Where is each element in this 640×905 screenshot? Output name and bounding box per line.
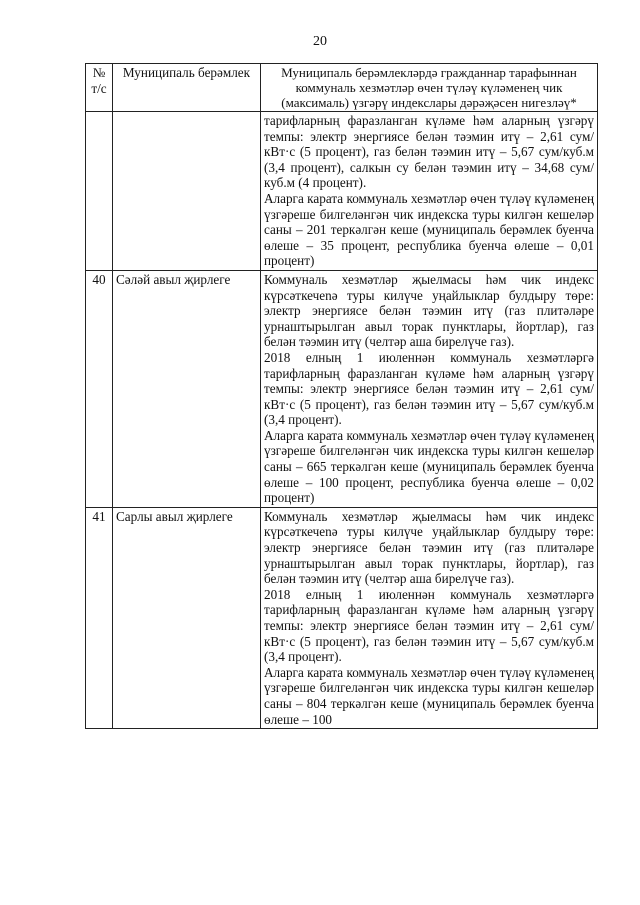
municipal-table bbox=[85, 63, 598, 729]
row-municipality bbox=[113, 112, 261, 271]
row-description bbox=[261, 507, 598, 728]
row-number: 40 bbox=[86, 270, 113, 507]
header-municipality: Муниципаль берәмлек bbox=[113, 64, 261, 112]
paragraph: 2018 елның 1 июленнән коммуналь хезмәтләргә тарифларның фаразланган күләме һәм аларның үзгәрү темпы: электр энергиясе белән тәэмин итү – 2,61 сум/кВт·с (5 процент), газ белән тәэмин итү – 5,67 сум/куб.м (3,4 процент). bbox=[264, 349, 594, 428]
row-municipality: Сәләй авыл җирлеге bbox=[113, 270, 261, 507]
header-justification: Муниципаль берәмлекләрдә гражданнар тарафыннан коммуналь хезмәтләр өчен түләү күләменең чик (максималь) үзгәрү индекслары дәрәҗәсен нигезләү* bbox=[261, 64, 598, 112]
paragraph: Аларга карата коммуналь хезмәтләр өчен түләү күләменең үзгәреше билгеләнгән чик индекска туры килгән кешеләр саны – 804 теркәлгән кеше (муниципаль берәмлек буенча өлеше – 100 bbox=[264, 664, 594, 727]
table-row bbox=[86, 507, 598, 728]
row-number: 41 bbox=[86, 507, 113, 728]
paragraph: 2018 елның 1 июленнән коммуналь хезмәтләргә тарифларның фаразланган күләме һәм аларның үзгәрү темпы: электр энергиясе белән тәэмин итү – 2,61 сум/кВт·с (5 процент), газ белән тәэмин итү – 5,67 сум/куб.м (3,4 процент). bbox=[264, 586, 594, 665]
paragraph: Аларга карата коммуналь хезмәтләр өчен түләү күләменең үзгәреше билгеләнгән чик индекска туры килгән кешеләр саны – 665 теркәлгән кеше (муниципаль берәмлек буенча өлеше – 100 процент, республика буенча өлеше – 0,02 процент) bbox=[264, 427, 594, 506]
table-header-row bbox=[86, 64, 598, 112]
table-row bbox=[86, 112, 598, 271]
row-municipality: Сарлы авыл җирлеге bbox=[113, 507, 261, 728]
paragraph: Коммуналь хезмәтләр җыелмасы һәм чик индекс күрсәткечenә туры килүче уңайлыклар булдыру төре: электр энергиясе белән тәэмин итү (газ плитәләре урнаштырылган авыл торак пунктлары, йортлар), газ белән тәэмин итү (челтәр аша бирелүче газ). bbox=[264, 508, 594, 587]
row-description bbox=[261, 112, 598, 271]
paragraph: тарифларның фаразланган күләме һәм аларның үзгәрү темпы: электр энергиясе белән тәэмин итү – 2,61 сум/кВт·с (5 процент), газ белән тәэмин итү – 5,67 сум/куб.м (3,4 процент), салкын су белән тәэмин итү – 34,68 сум/куб.м (4 процент). bbox=[264, 113, 594, 191]
paragraph: Коммуналь хезмәтләр җыелмасы һәм чик индекс күрсәткечenә туры килүче уңайлыклар булдыру төре: электр энергиясе белән тәэмин итү (газ плитәләре урнаштырылган авыл торак пунктлары, йортлар), газ белән тәэмин итү (челтәр аша бирелүче газ). bbox=[264, 271, 594, 350]
table-row bbox=[86, 270, 598, 507]
header-number: № т/с bbox=[86, 64, 113, 112]
row-number bbox=[86, 112, 113, 271]
paragraph: Аларга карата коммуналь хезмәтләр өчен түләү күләменең үзгәреше билгеләнгән чик индекска туры килгән кешеләр саны – 201 теркәлгән кеше (муниципаль берәмлек буенча өлеше – 35 процент, республика буенча өлеше – 0,01 процент) bbox=[264, 190, 594, 269]
page-number: 20 bbox=[313, 34, 327, 49]
row-description bbox=[261, 270, 598, 507]
